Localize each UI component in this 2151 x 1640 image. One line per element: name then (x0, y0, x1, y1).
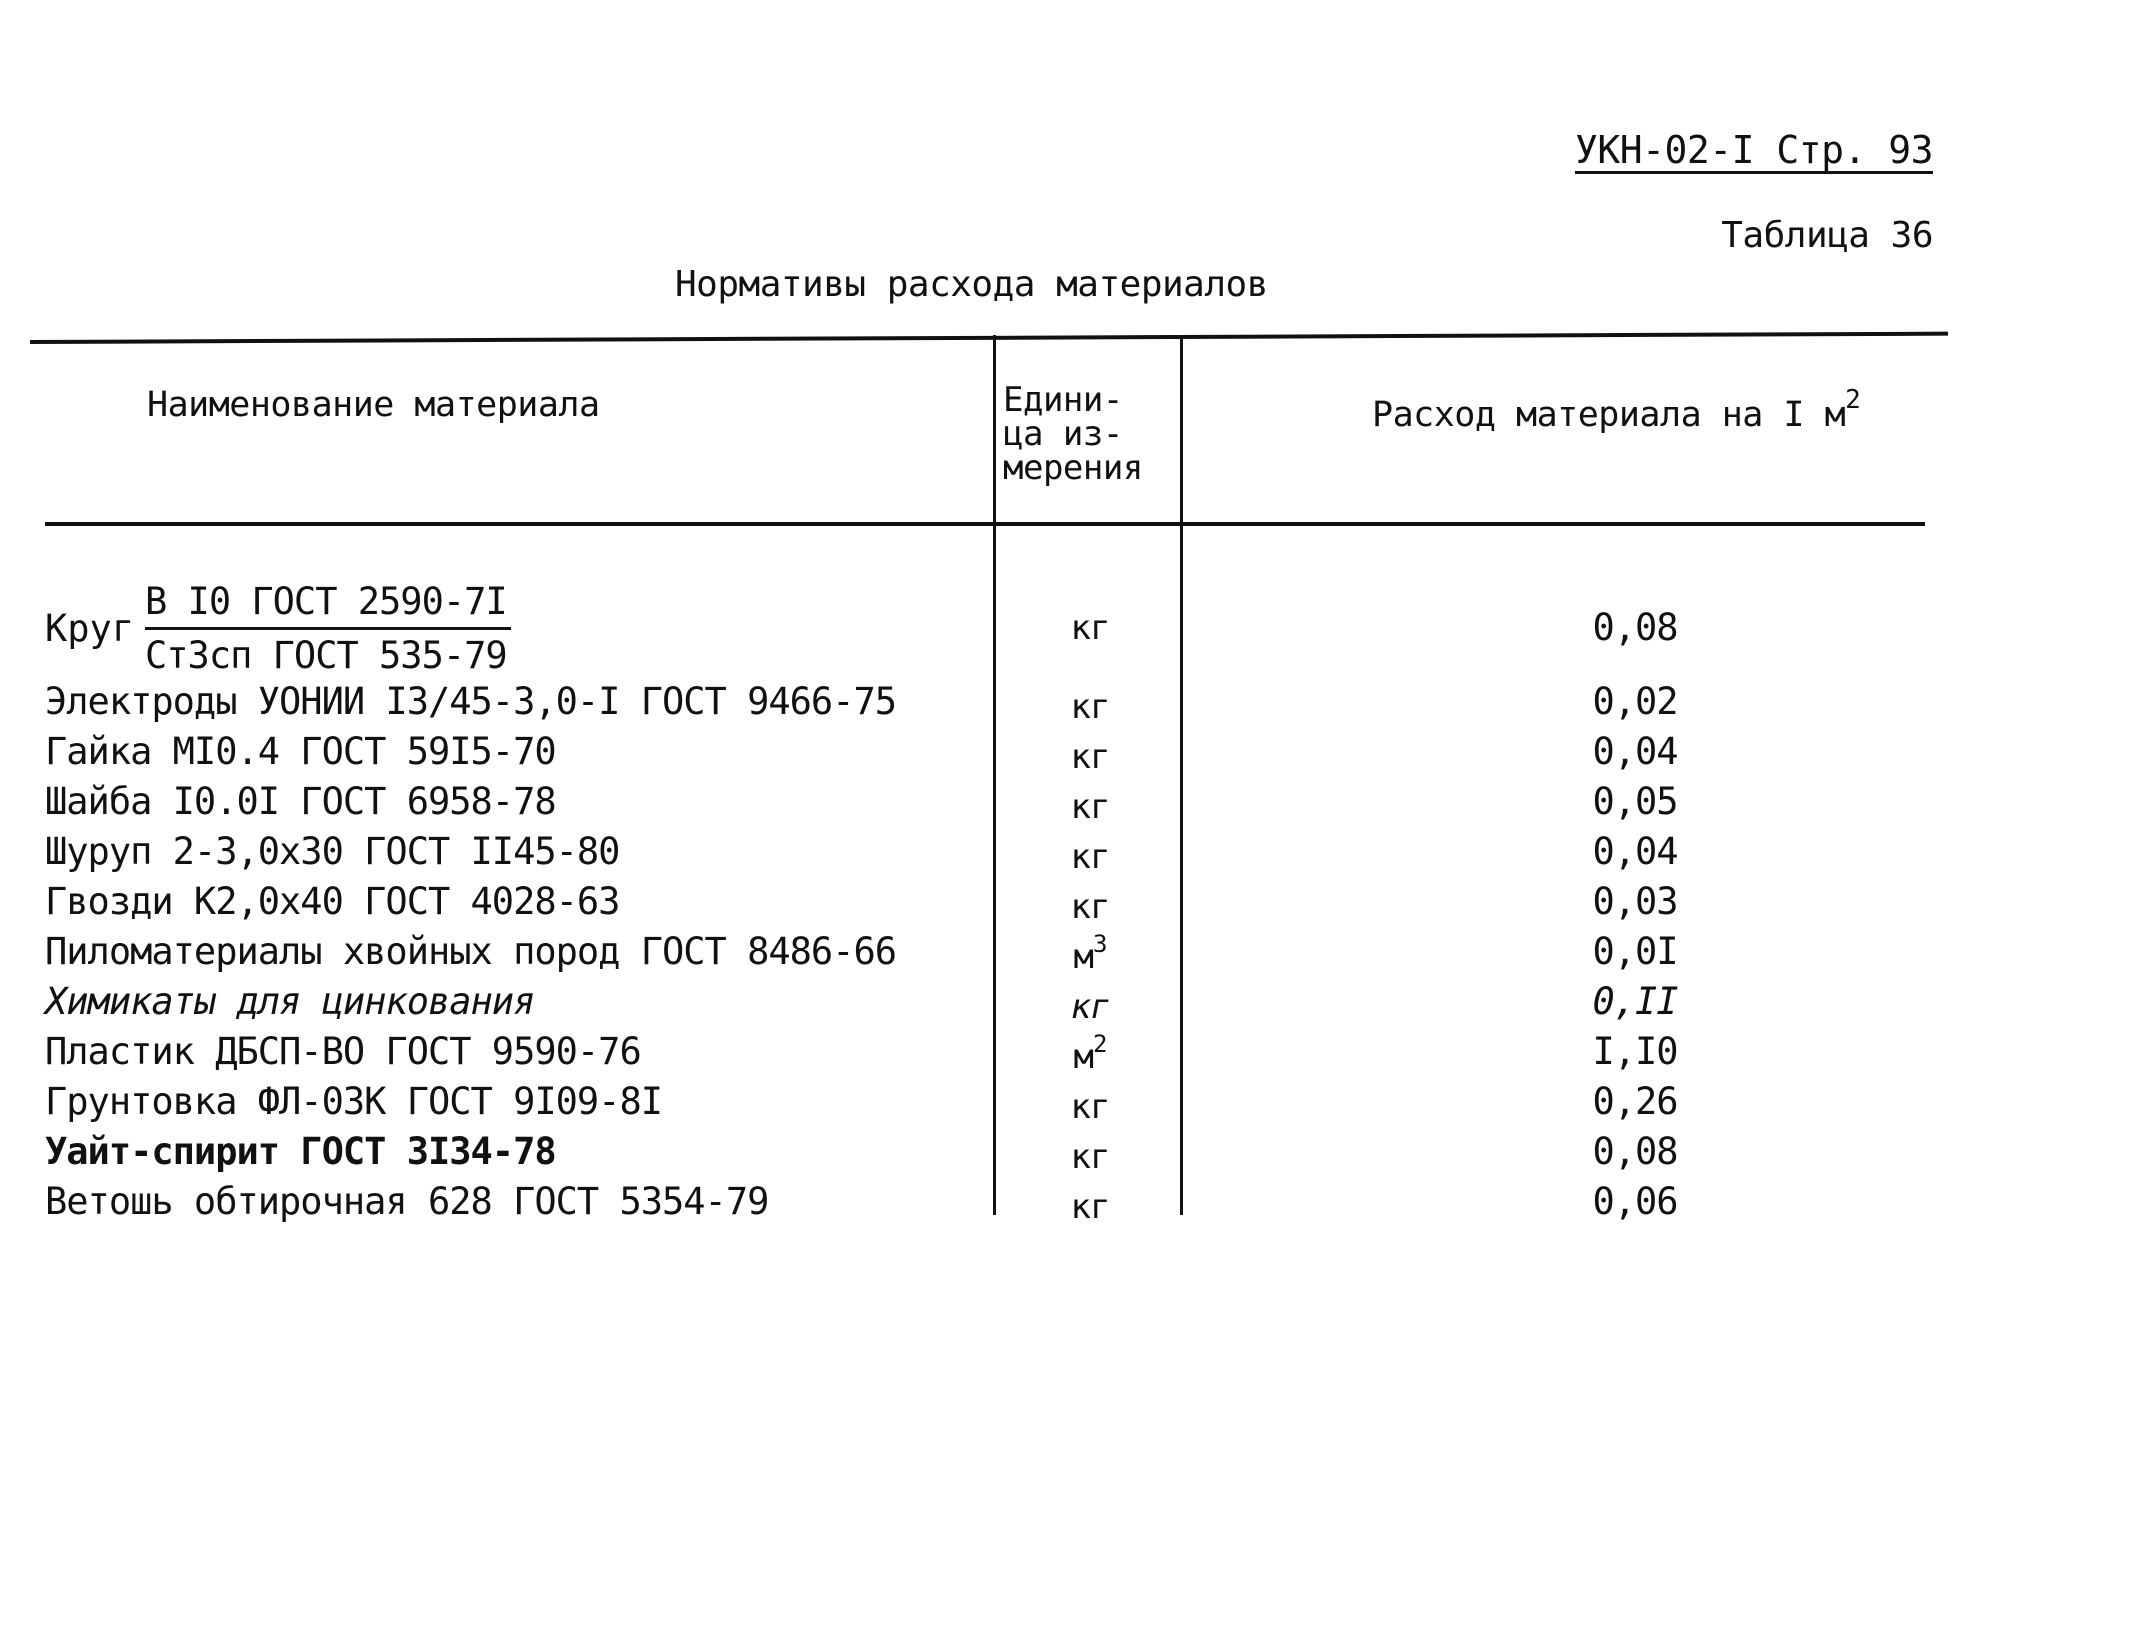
unit-exponent: 2 (1093, 1030, 1107, 1058)
unit-text: м (1073, 937, 1094, 977)
unit-cell (1005, 1130, 1175, 1177)
table-title: Нормативы расхода материалов (675, 264, 1268, 305)
column-header-unit-line: ца из- (1003, 414, 1123, 454)
amount-cell: 0,04 (1592, 730, 1678, 773)
unit-text: кг (1070, 837, 1110, 877)
amount-cell: 0,06 (1592, 1180, 1678, 1223)
unit-cell (1005, 980, 1175, 1027)
amount-cell: 0,08 (1592, 1130, 1678, 1173)
material-name-cell: Шуруп 2-3,0x30 ГОСТ II45-80 (45, 830, 620, 873)
table-row-fraction (0, 580, 2151, 680)
column-header-unit-line: мерения (1003, 448, 1143, 488)
column-header-name: Наименование материала (147, 385, 600, 425)
material-name-cell: Химикаты для цинкования (45, 980, 535, 1023)
material-name-cell: Уайт-спирит ГОСТ 3I34-78 (45, 1130, 556, 1173)
table-row (0, 880, 2151, 930)
page-reference: УКН-02-I Стр. 93 (1574, 128, 1933, 172)
unit-text: кг (1070, 737, 1110, 777)
unit-text: м (1073, 1037, 1094, 1077)
column-header-unit-line: Едини- (1003, 380, 1123, 420)
column-header-amount-text: Расход материала на I м (1372, 395, 1846, 435)
unit-cell (1005, 1080, 1175, 1127)
unit-cell (1005, 880, 1175, 927)
table-row (0, 1180, 2151, 1230)
unit-text: кг (1070, 987, 1110, 1027)
amount-cell: 0,0I (1592, 930, 1678, 973)
unit-text: кг (1070, 1087, 1110, 1127)
amount-cell: 0,08 (1592, 606, 1678, 649)
material-name-cell: Пиломатериалы хвойных пород ГОСТ 8486-66 (45, 930, 897, 973)
unit-text: кг (1070, 787, 1110, 827)
fraction (145, 580, 511, 677)
unit-cell: кг (1070, 608, 1110, 648)
unit-cell (1005, 730, 1175, 777)
table-row (0, 730, 2151, 780)
table-row (0, 680, 2151, 730)
amount-cell: 0,03 (1592, 880, 1678, 923)
unit-cell (1005, 680, 1175, 727)
table-number: Таблица 36 (1721, 215, 1933, 256)
material-name-cell: Гайка MI0.4 ГОСТ 59I5-70 (45, 730, 556, 773)
fraction-numerator: В I0 ГОСТ 2590-7I (145, 580, 511, 630)
unit-cell (1005, 780, 1175, 827)
unit-text: кг (1070, 1137, 1110, 1177)
table-row (0, 980, 2151, 1030)
unit-cell (1005, 830, 1175, 877)
column-header-unit (1003, 380, 1173, 488)
amount-cell: 0,02 (1592, 680, 1678, 723)
unit-cell (1005, 1180, 1175, 1227)
material-name-cell: Гвозди К2,0x40 ГОСТ 4028-63 (45, 880, 620, 923)
column-header-amount (1372, 385, 1860, 435)
unit-text: кг (1070, 687, 1110, 727)
column-header-amount-exponent: 2 (1845, 385, 1861, 415)
amount-cell: 0,26 (1592, 1080, 1678, 1123)
amount-cell: 0,II (1592, 980, 1678, 1023)
fraction-denominator: Ст3сп ГОСТ 535-79 (145, 634, 507, 677)
fraction-row-label: Круг (45, 607, 135, 650)
material-name-cell: Ветошь обтирочная 628 ГОСТ 5354-79 (45, 1180, 769, 1223)
header-bottom-rule (45, 522, 1925, 526)
table-row (0, 930, 2151, 980)
unit-exponent: 3 (1093, 930, 1107, 958)
material-name-cell: Электроды УОНИИ I3/45-3,0-I ГОСТ 9466-75 (45, 680, 897, 723)
table-row (0, 780, 2151, 830)
material-name-cell: Шайба I0.0I ГОСТ 6958-78 (45, 780, 556, 823)
unit-text: кг (1070, 887, 1110, 927)
unit-cell (1005, 1030, 1175, 1077)
table-top-rule (30, 332, 1948, 344)
material-name-cell: Пластик ДБСП-ВО ГОСТ 9590-76 (45, 1030, 641, 1073)
unit-cell (1005, 930, 1175, 977)
table-row (0, 1080, 2151, 1130)
table-row (0, 830, 2151, 880)
material-name-cell: Грунтовка ФЛ-03К ГОСТ 9I09-8I (45, 1080, 663, 1123)
amount-cell: I,I0 (1592, 1030, 1678, 1073)
amount-cell: 0,05 (1592, 780, 1678, 823)
table-row (0, 1130, 2151, 1180)
table-row (0, 1030, 2151, 1080)
amount-cell: 0,04 (1592, 830, 1678, 873)
unit-text: кг (1070, 1187, 1110, 1227)
